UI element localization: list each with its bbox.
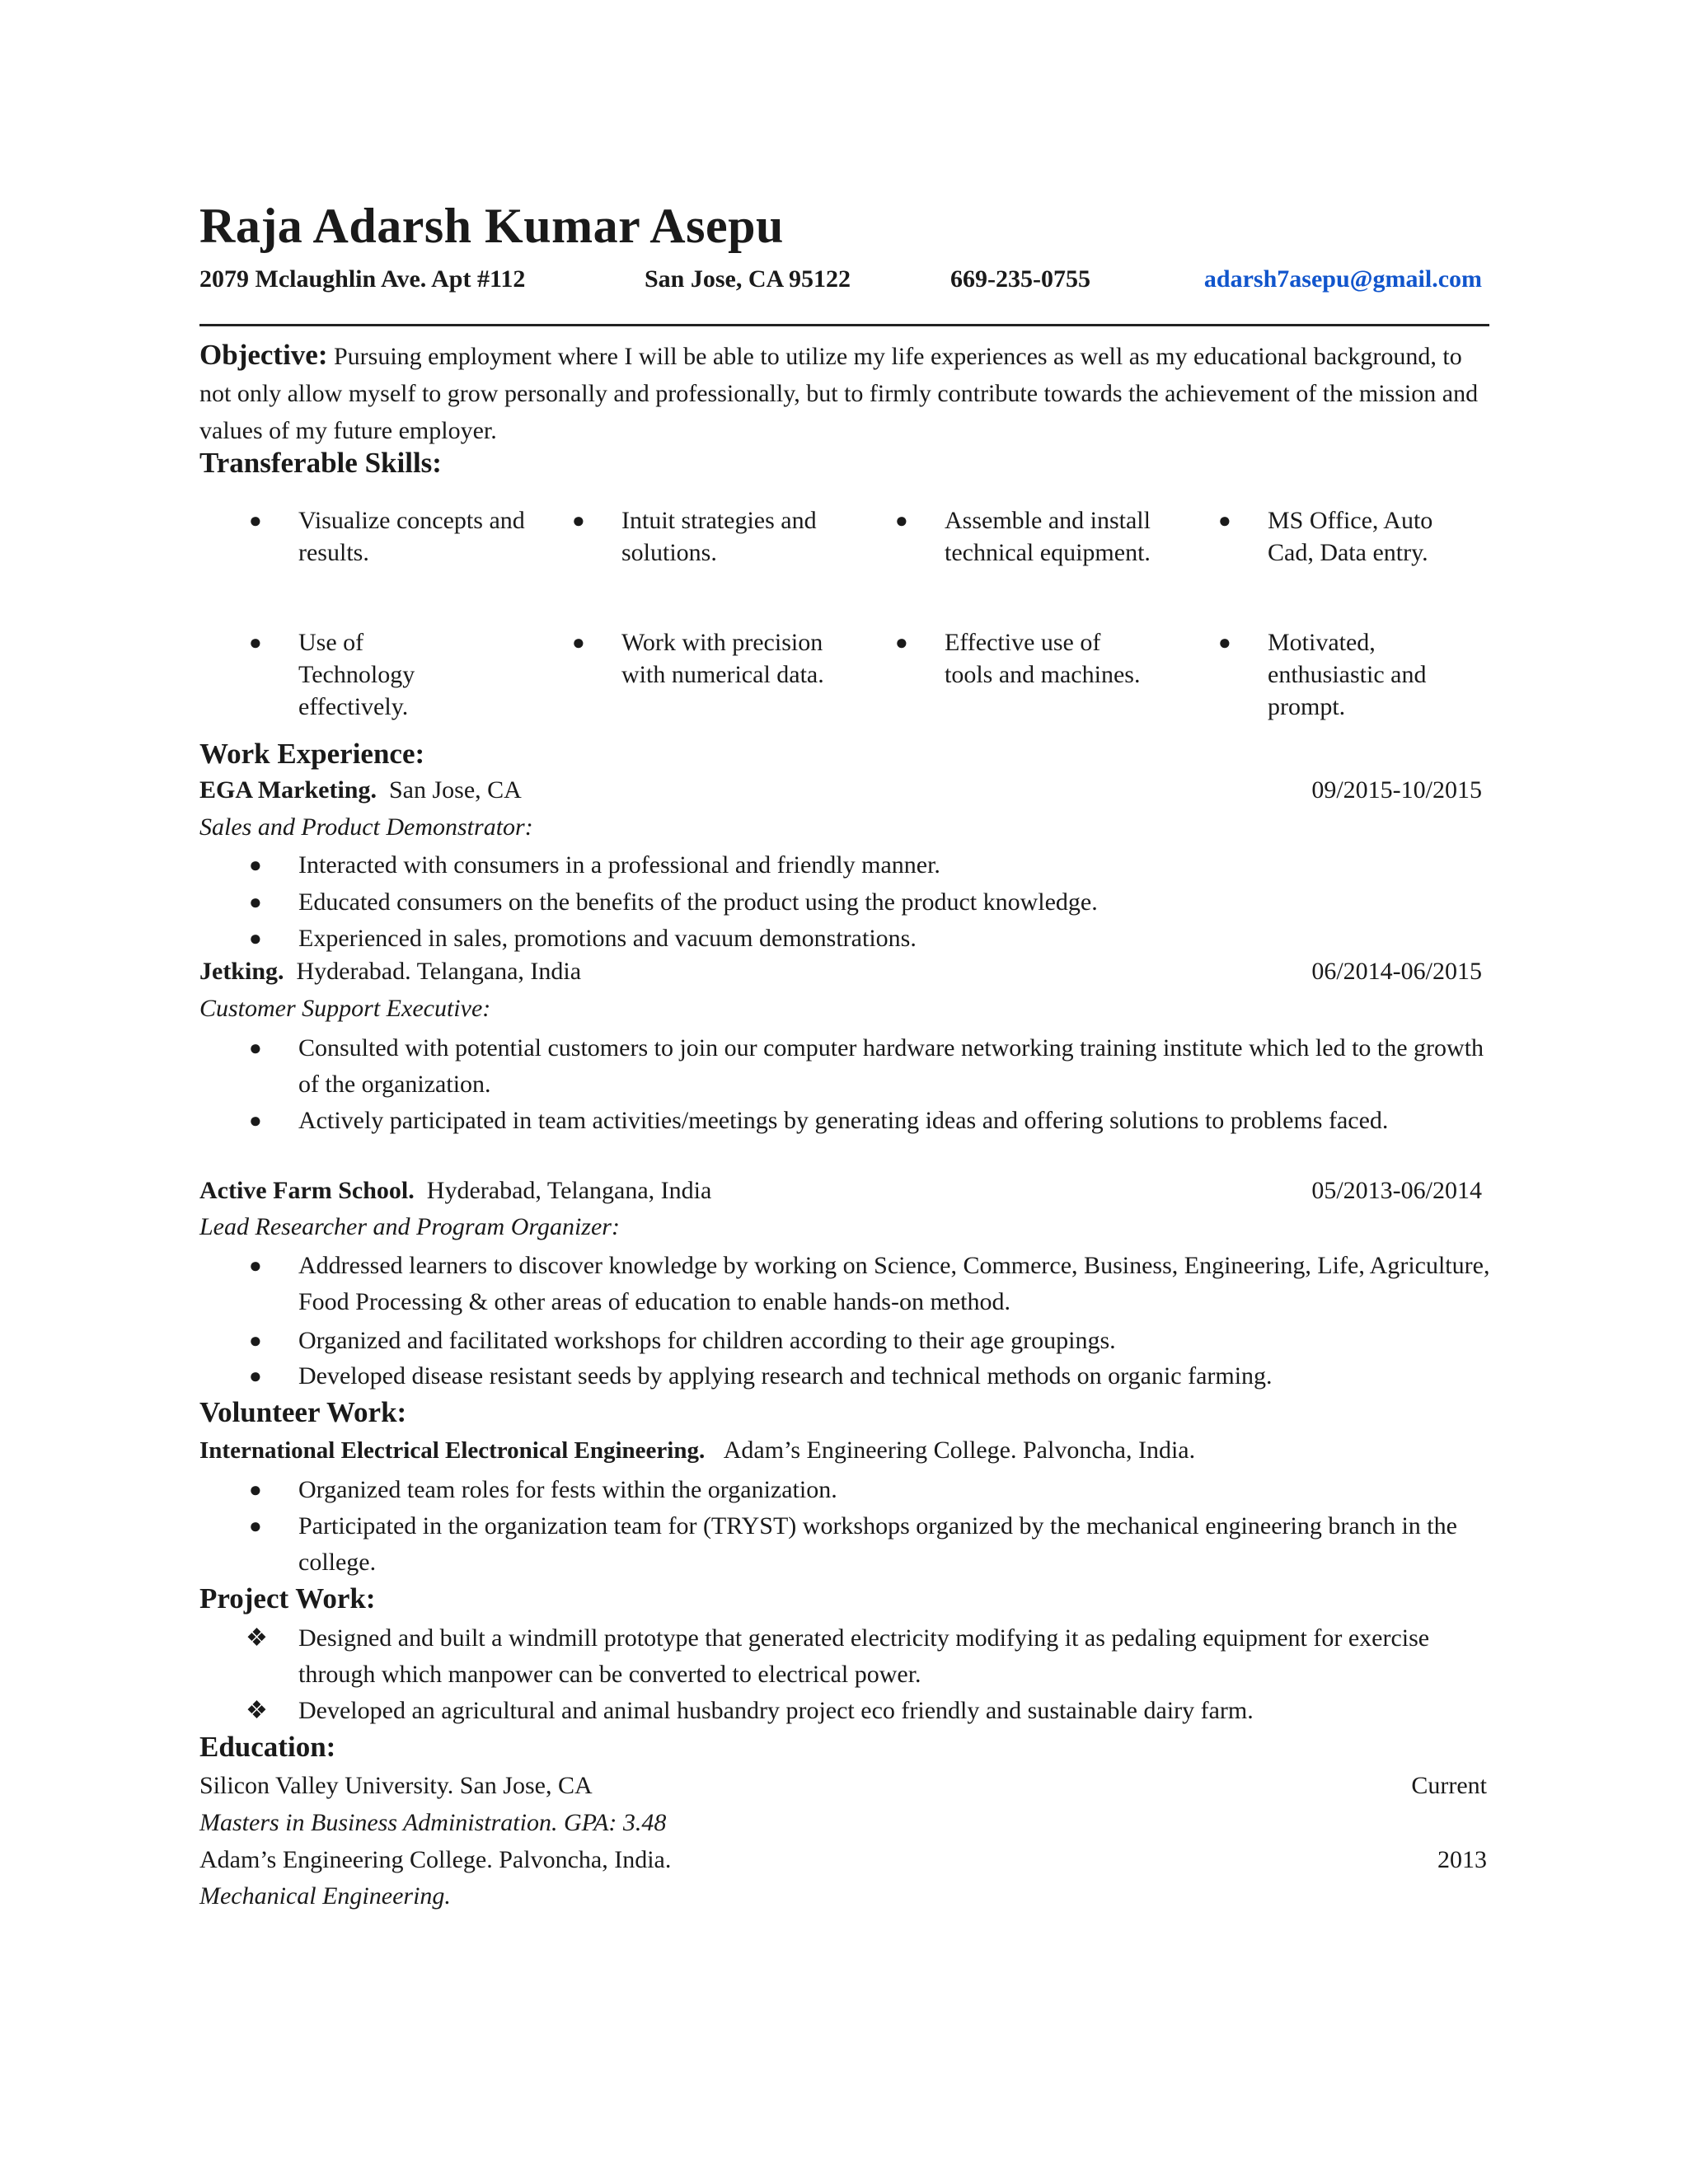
- skill-item: ● Work with precision with numerical data.: [621, 626, 836, 691]
- job-dates: 06/2014-06/2015: [1311, 958, 1482, 985]
- skill-item: ● Intuit strategies and solutions.: [621, 504, 885, 569]
- degree: Mechanical Engineering.: [199, 1882, 451, 1910]
- volunteer-org: International Electrical Electronical Engineering.: [199, 1437, 706, 1464]
- projects-heading: Project Work:: [199, 1582, 376, 1615]
- objective-text: Pursuing employment where I will be able to utilize my life experiences as well as my educational background, to not only allow myself to grow personally and professionally, but to firmly contribute towards the achievement of the mission and values of my future employer.: [199, 343, 1479, 444]
- address: 2079 Mclaughlin Ave. Apt #112: [199, 265, 526, 293]
- list-item: ● Organized team roles for fests within the organization.: [298, 1472, 1493, 1508]
- objective-label: Objective:: [199, 339, 328, 371]
- email-link[interactable]: adarsh7asepu@gmail.com: [1203, 265, 1482, 293]
- skill-item: ● Use of Technology effectively.: [298, 626, 463, 723]
- bullet-icon: ●: [572, 509, 585, 532]
- list-item: ❖ Developed an agricultural and animal husbandry project eco friendly and sustainable dairy farm.: [298, 1693, 1493, 1729]
- skill-item: ● Effective use of tools and machines.: [945, 626, 1151, 691]
- company-name: Jetking.: [199, 958, 284, 985]
- bullet-icon: ●: [249, 509, 262, 532]
- list-item: ● Experienced in sales, promotions and vacuum demonstrations.: [298, 921, 1493, 957]
- bullet-icon: ●: [249, 1364, 262, 1388]
- bullet-icon: ●: [249, 1478, 262, 1502]
- diamond-bullet-icon: ❖: [246, 1697, 268, 1724]
- education-date: 2013: [1437, 1846, 1487, 1873]
- bullet-icon: ●: [895, 509, 908, 532]
- bullet-icon: ●: [572, 630, 585, 654]
- degree: Masters in Business Administration. GPA: 3.48: [199, 1809, 667, 1836]
- list-item: ❖ Designed and built a windmill prototype that generated electricity modifying it as pedaling equipment for exercise through which manpower can be converted to electrical power.: [298, 1620, 1493, 1693]
- bullet-icon: ●: [249, 1254, 262, 1277]
- volunteer-heading: Volunteer Work:: [199, 1396, 407, 1428]
- job-location: San Jose, CA: [389, 776, 522, 804]
- work-heading: Work Experience:: [199, 738, 425, 770]
- divider: [199, 324, 1489, 326]
- job-location: Hyderabad. Telangana, India: [296, 958, 582, 985]
- bullet-icon: ●: [1218, 630, 1231, 654]
- contact-line: [199, 265, 1482, 298]
- diamond-bullet-icon: ❖: [246, 1624, 268, 1652]
- education-item: [199, 1846, 1487, 1874]
- bullet-icon: ●: [249, 1514, 262, 1538]
- job-role: Sales and Product Demonstrator:: [199, 813, 533, 841]
- bullet-icon: ●: [249, 630, 262, 654]
- job-dates: 09/2015-10/2015: [1311, 776, 1482, 804]
- job-role: Lead Researcher and Program Organizer:: [199, 1213, 620, 1240]
- education-date: Current: [1411, 1772, 1487, 1799]
- job-header: [199, 776, 1482, 811]
- skills-heading: Transferable Skills:: [199, 447, 442, 479]
- school-name: Silicon Valley University. San Jose, CA: [199, 1772, 593, 1799]
- list-item: ● Participated in the organization team for (TRYST) workshops organized by the mechanical engineering branch in the college.: [298, 1508, 1493, 1581]
- bullet-icon: ●: [249, 1329, 262, 1352]
- bullet-icon: ●: [249, 1036, 262, 1060]
- job-role: Customer Support Executive:: [199, 995, 491, 1022]
- list-item: ● Addressed learners to discover knowledge by working on Science, Commerce, Business, Engineering, Life, Agriculture, Food Processing & other areas of education to enable hands-on method.: [298, 1248, 1493, 1320]
- phone: 669-235-0755: [950, 265, 1090, 293]
- job-dates: 05/2013-06/2014: [1311, 1177, 1482, 1204]
- objective-section: [199, 336, 1493, 449]
- skill-item: ● Assemble and install technical equipment.: [945, 504, 1208, 569]
- list-item: ● Interacted with consumers in a professional and friendly manner.: [298, 847, 1493, 883]
- bullet-icon: ●: [249, 853, 262, 877]
- skill-item: ● MS Office, Auto Cad, Data entry.: [1268, 504, 1474, 569]
- job-header: [199, 958, 1482, 992]
- bullet-icon: ●: [249, 926, 262, 950]
- job-header: [199, 1177, 1482, 1212]
- volunteer-location: Adam’s Engineering College. Palvoncha, India.: [723, 1436, 1196, 1464]
- company-name: Active Farm School.: [199, 1177, 415, 1204]
- list-item: ● Actively participated in team activities/meetings by generating ideas and offering solutions to problems faced.: [298, 1103, 1493, 1139]
- skill-item: ● Motivated, enthusiastic and prompt.: [1268, 626, 1482, 723]
- skill-item: ● Visualize concepts and results.: [298, 504, 562, 569]
- job-location: Hyderabad, Telangana, India: [426, 1177, 712, 1204]
- city: San Jose, CA 95122: [645, 265, 851, 293]
- bullet-icon: ●: [1218, 509, 1231, 532]
- list-item: ● Developed disease resistant seeds by applying research and technical methods on organic farming.: [298, 1358, 1493, 1394]
- school-name: Adam’s Engineering College. Palvoncha, India.: [199, 1846, 672, 1873]
- volunteer-header: [199, 1436, 1482, 1471]
- list-item: ● Educated consumers on the benefits of the product using the product knowledge.: [298, 884, 1493, 921]
- bullet-icon: ●: [249, 890, 262, 914]
- candidate-name: Raja Adarsh Kumar Asepu: [199, 199, 784, 253]
- company-name: EGA Marketing.: [199, 776, 377, 804]
- list-item: ● Consulted with potential customers to join our computer hardware networking training institute which led to the growth of the organization.: [298, 1030, 1493, 1103]
- bullet-icon: ●: [895, 630, 908, 654]
- education-item: [199, 1772, 1487, 1800]
- education-heading: Education:: [199, 1731, 336, 1763]
- bullet-icon: ●: [249, 1108, 262, 1132]
- list-item: ● Organized and facilitated workshops for children according to their age groupings.: [298, 1323, 1493, 1359]
